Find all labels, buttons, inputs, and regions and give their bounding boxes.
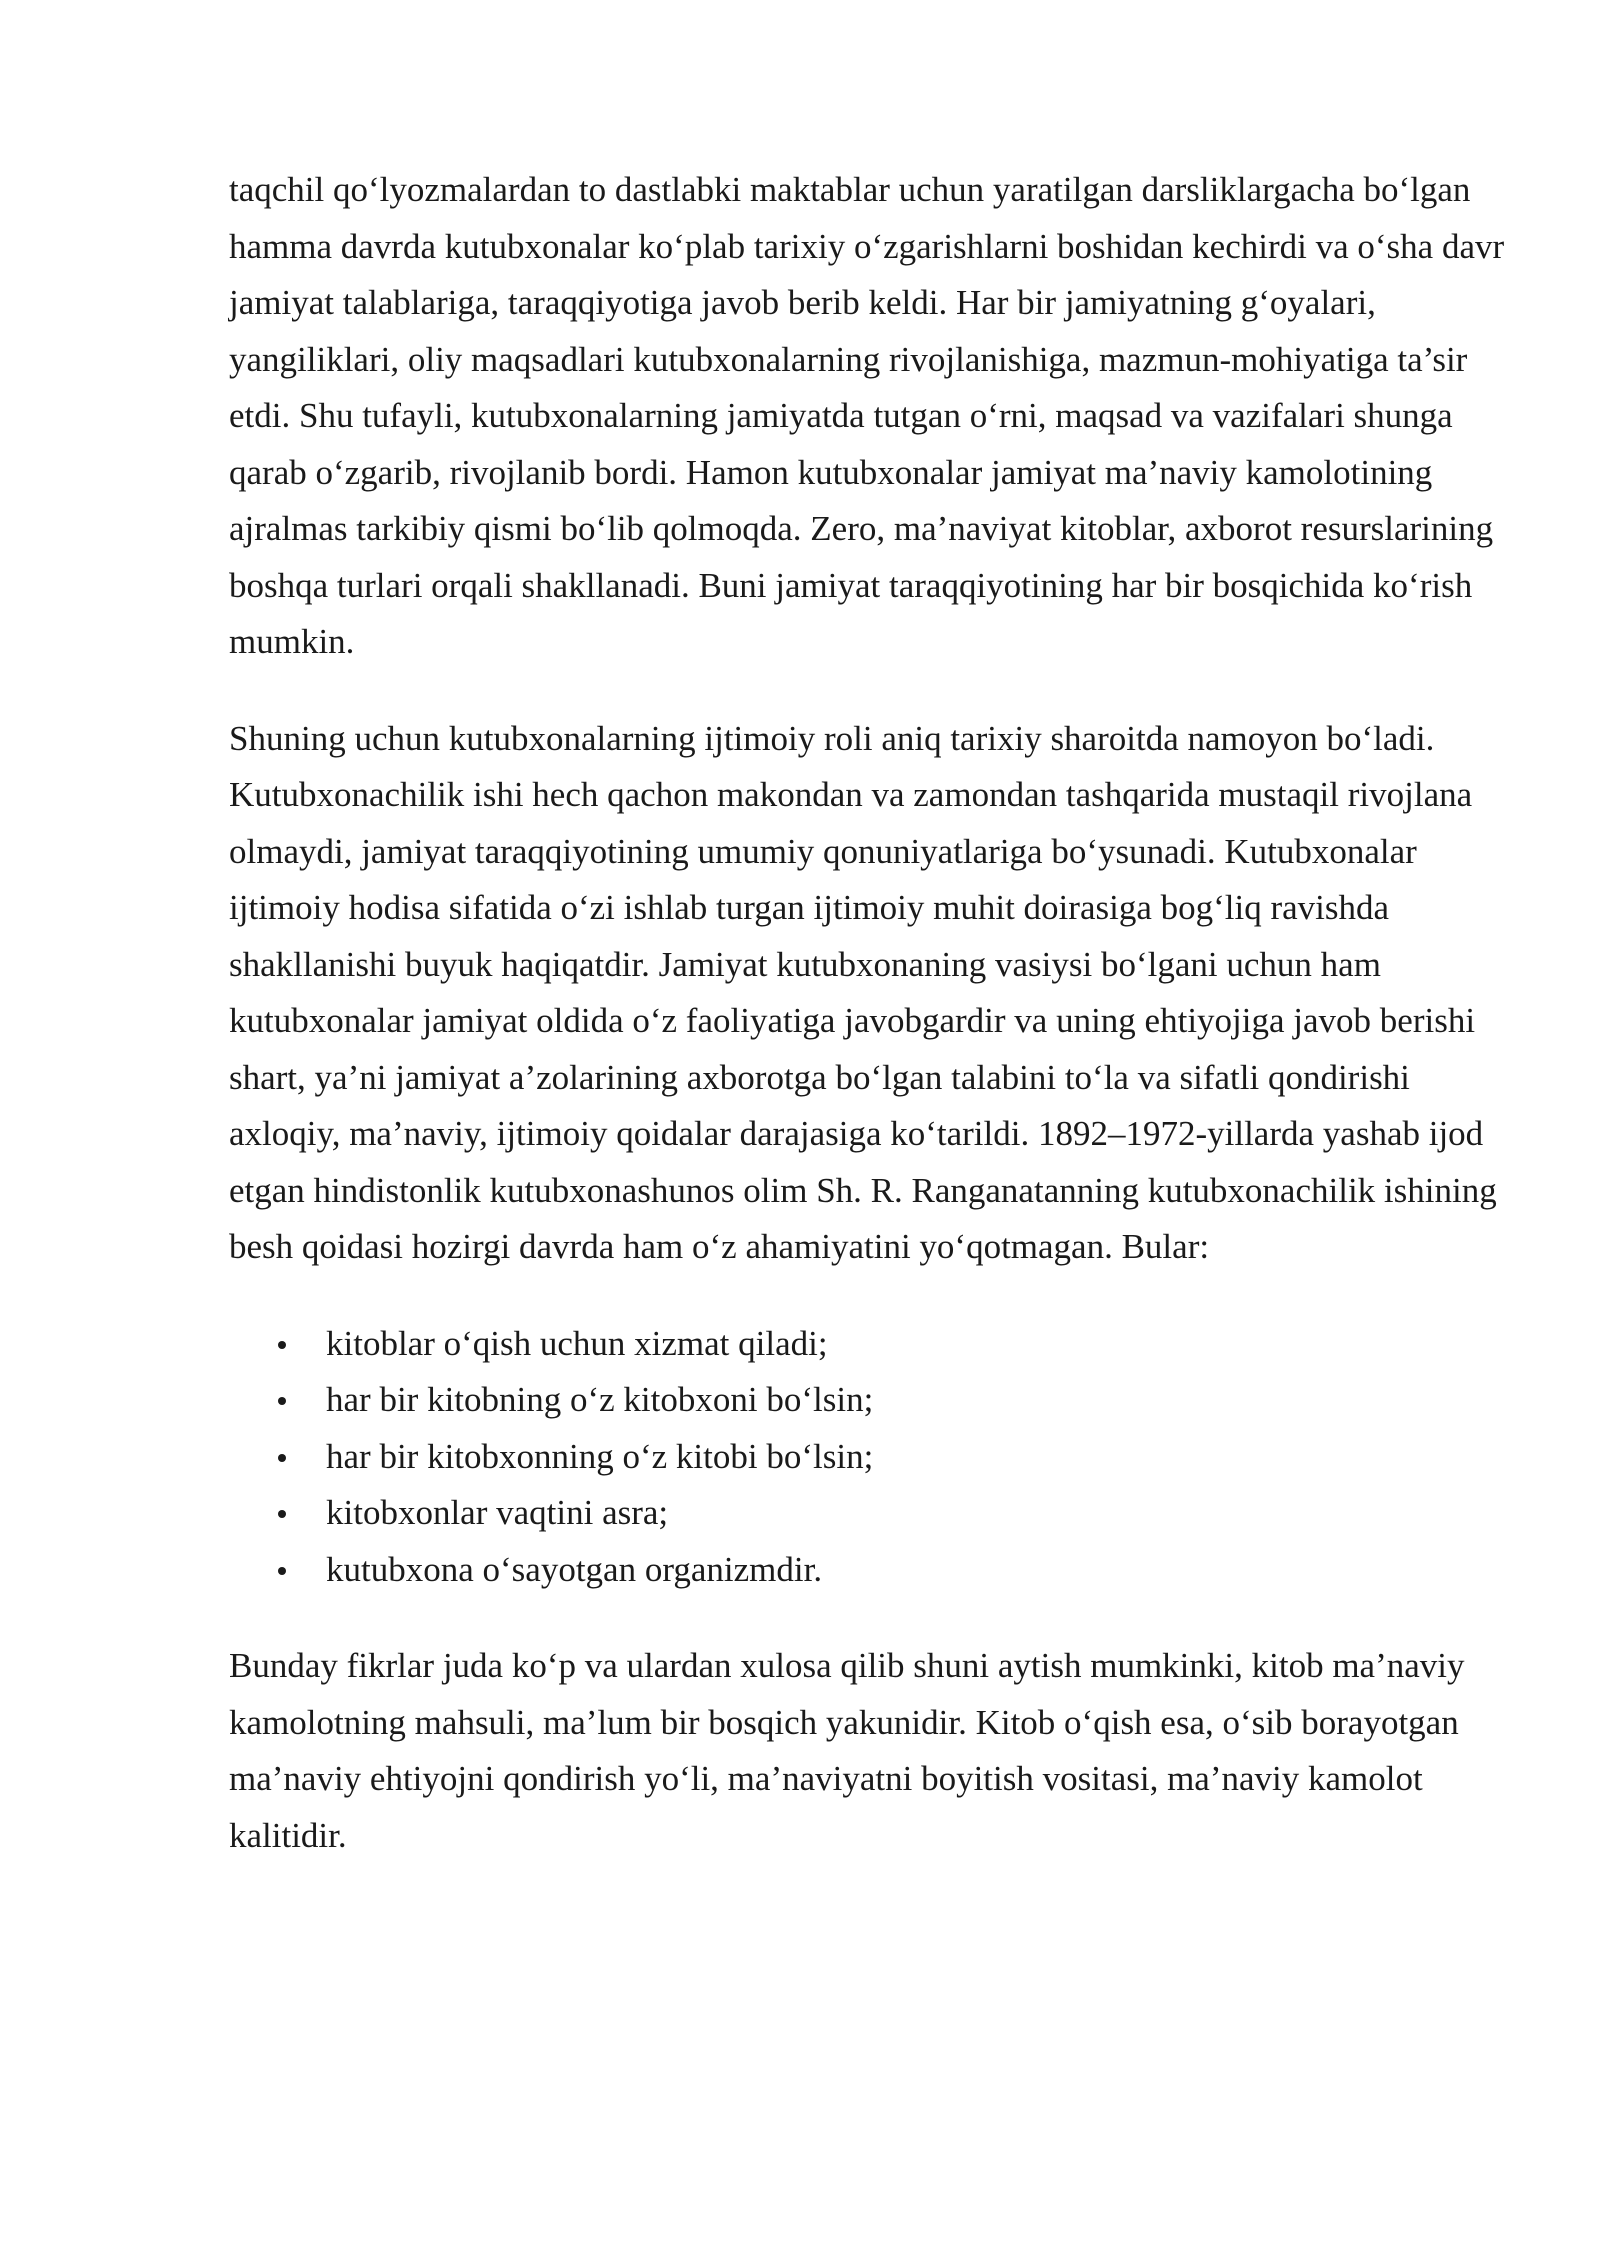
bullet-icon [278, 1454, 286, 1462]
list-item [326, 1485, 1509, 1542]
paragraph-libraries-history: taqchil qo‘lyozmalardan to dastlabki maktablar uchun yaratilgan darsliklargacha bo‘lgan hamma davrda kutubxonalar ko‘plab tarixiy o‘zgarishlarni boshidan kechirdi va o‘sha davr jamiyat talablariga, taraqqiyotiga javob berib keldi. Har bir jamiyatning g‘oyalari, yangiliklari, oliy maqsadlari kutubxonalarning rivojlanishiga, mazmun-mohiyatiga ta’sir etdi. Shu tufayli, kutubxonalarning jamiyatda tutgan o‘rni, maqsad va vazifalari shunga qarab o‘zgarib, rivojlanib bordi. Hamon kutubxonalar jamiyat ma’naviy kamolotining ajralmas tarkibiy qismi bo‘lib qolmoqda. Zero, ma’naviyat kitoblar, axborot resurslarining boshqa turlari orqali shakllanadi. Buni jamiyat taraqqiyotining har bir bosqichida ko‘rish mumkin. [229, 170, 1505, 661]
list-item-text: har bir kitobxonning o‘z kitobi bo‘lsin; [326, 1436, 874, 1476]
bullet-icon [278, 1510, 286, 1518]
ranganathan-rules-list [229, 1316, 1509, 1599]
bullet-icon [278, 1397, 286, 1405]
bullet-icon [278, 1567, 286, 1575]
list-item-text: kitobxonlar vaqtini asra; [326, 1493, 669, 1532]
list-item-text: har bir kitobning o‘z kitobxoni bo‘lsin; [326, 1380, 874, 1419]
paragraph-social-role: Shuning uchun kutubxonalarning ijtimoiy roli aniq tarixiy sharoitda namoyon bo‘ladi. Kutubxonachilik ishi hech qachon makondan va zamondan tashqarida mustaqil rivojlana olmaydi, jamiyat taraqqiyotining umumiy qonuniyatlariga bo‘ysunadi. Kutubxonalar ijtimoiy hodisa sifatida o‘zi ishlab turgan ijtimoiy muhit doirasiga bog‘liq ravishda shakllanishi buyuk haqiqatdir. Jamiyat kutubxonaning vasiysi bo‘lgani uchun ham kutubxonalar jamiyat oldida o‘z faoliyatiga javobgardir va uning ehtiyojiga javob berishi shart, ya’ni jamiyat a’zolarining axborotga bo‘lgan talabini to‘la va sifatli qondirishi axloqiy, ma’naviy, ijtimoiy qoidalar darajasiga ko‘tarildi. 1892–1972-yillarda yashab ijod etgan hindistonlik kutubxonashunos olim Sh. R. Ranganatanning kutubxonachilik ishining besh qoidasi hozirgi davrda ham o‘z ahamiyatini yo‘qotmagan. Bular: [229, 718, 1497, 1266]
bullet-icon [278, 1341, 286, 1349]
paragraph-conclusion: Bunday fikrlar juda ko‘p va ulardan xulosa qilib shuni aytish mumkinki, kitob ma’naviy kamolotning mahsuli, ma’lum bir bosqich yakunidir. Kitob o‘qish esa, o‘sib borayotgan ma’naviy ehtiyojni qondirish yo‘li, ma’naviyatni boyitish vositasi, ma’naviy kamolot kalitidir. [229, 1646, 1465, 1855]
list-item [326, 1372, 1509, 1429]
list-item-text: kitoblar o‘qish uchun xizmat qiladi; [326, 1323, 828, 1363]
list-item [326, 1316, 1509, 1373]
list-item-text: kutubxona o‘sayotgan organizmdir. [326, 1549, 823, 1589]
document-page [229, 162, 1509, 1864]
list-item [326, 1542, 1509, 1599]
list-item [326, 1429, 1509, 1486]
